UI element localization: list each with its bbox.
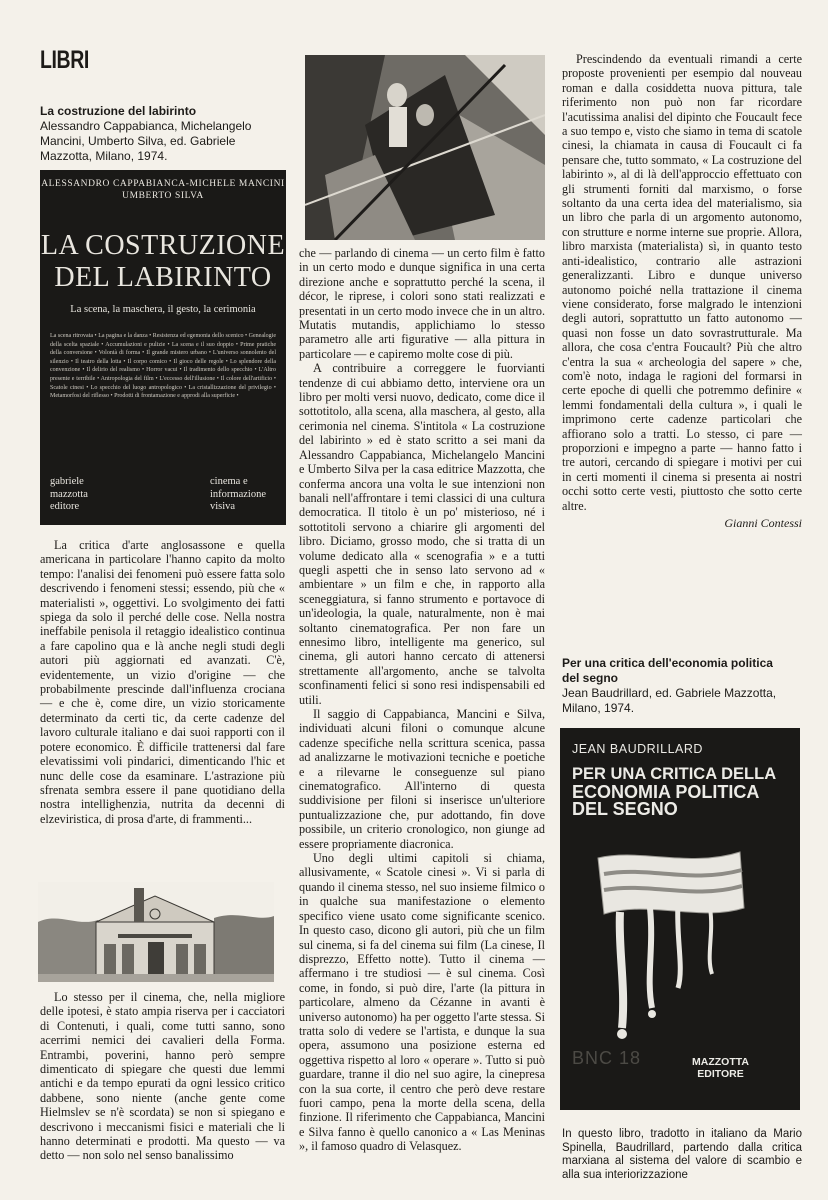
review-meta: Jean Baudrillard, ed. Gabriele Mazzotta, Milano, 1974. xyxy=(562,686,777,715)
cover-publisher-line: MAZZOTTA xyxy=(692,1056,749,1068)
cover-title xyxy=(572,766,792,819)
cover-topics: La scena ritrovata • La pagina e la danza • Resistenza ed egemonia dello scenico • Genealogie della scelta spaziale • Accumulazioni e pulizie • La scena e il suo doppio • Prime pratiche della conversione • Volontà di forma • Il grande mistero urbano • L'universo sonnolento del silenzio • Il teatro della lotta • Il corpo comico • Il gioco delle regole • Lo splendore della convenzione • Il delirio del realismo • Horror vacui • Il tradimento dello specchio • L'Altro presente e terribile • Antropologia del film • L'eccesso dell'illusione • Il colore dell'artificio • Scatole cinesi • Lo specchio del luogo antropologico • La cristallizzazione del privilegio • Metamorfosi del riflesso • Prodotti di frontamazione e approdi alla superficie • xyxy=(50,333,276,400)
cover-publisher-line: mazzotta xyxy=(50,488,88,500)
cover-title-line: LA COSTRUZIONE xyxy=(40,230,286,261)
paragraph: Il saggio di Cappabianca, Mancini e Silva, individuati alcuni filoni o comunque alcune cadenze specifiche nella scrittura scenica, passa ad analizzarne le motivazioni tecniche e poetiche e a rilevarne le conseguenze sul piano cinematografico. All'interno di questa suddivisione per filoni si inserisce un'ulteriore puntualizzazione che, pur adottando, fin dove possibile, un criterio cronologico, non giunge ad essere propriamente diacronica. xyxy=(299,707,545,851)
review-title: La costruzione del labirinto xyxy=(40,104,197,118)
flag-illustration xyxy=(560,838,800,1048)
cover-authors-line: UMBERTO SILVA xyxy=(122,191,204,201)
signature: Gianni Contessi xyxy=(724,516,802,530)
column-1-text-bottom xyxy=(40,990,285,1163)
cover-title-line: DEL LABIRINTO xyxy=(54,262,272,293)
cover-collection-line: informazione xyxy=(210,488,266,500)
cover-publisher xyxy=(692,1056,749,1080)
cover-publisher-line: EDITORE xyxy=(697,1068,744,1080)
cover-collection-line: visiva xyxy=(210,501,236,512)
cover-subtitle: La scena, la maschera, il gesto, la cerimonia xyxy=(70,304,256,315)
column-1-text-top xyxy=(40,538,285,826)
review-meta: Alessandro Cappabianca, Michelangelo Mancini, Umberto Silva, ed. Gabriele Mazzotta, Milano, 1974. xyxy=(40,119,252,163)
book-cover-labirinto xyxy=(40,170,286,525)
cover-publisher-line: gabriele xyxy=(50,476,84,487)
cover-title-line: PER UNA CRITICA DELLA xyxy=(572,765,777,783)
cover-collection-line: cinema e xyxy=(210,476,248,487)
review-title-line: Per una critica dell'economia politica xyxy=(562,656,773,670)
book-cover-baudrillard xyxy=(560,728,800,1110)
section-heading: LIBRI xyxy=(40,46,89,74)
paragraph: che — parlando di cinema — un certo film è fatto in un certo modo e dunque significa in una certa direzione anche e soprattutto perché la scena, il décor, le riprese, i colori sono stati realizzati e presentati in un certo modo invece che in un altro. Mutatis mutandis, applichiamo lo stesso parametro alle arti figurative — alla pittura in particolare — e capiremo molte cose di più. xyxy=(299,246,545,361)
cover-collection xyxy=(210,476,266,514)
review-2-body: In questo libro, tradotto in italiano da Mario Spinella, Baudrillard, partendo dalla critica marxiana al sistema del valore di scambio e alla sua interiorizzazione xyxy=(562,1128,802,1181)
paragraph: Prescindendo da eventuali rimandi a certe proposte provenienti per esempio dal nouveau roman e dalla cosiddetta nuova pittura, tale riferimento non può non far ricordare l'acutissima analisi del dipinto che Foucault fece a suo tempo e, visto che siamo in tema di scatole cinesi, la chiamata in causa di Foucault ci fa pensare che, tutto sommato, « La costruzione del labirinto », al di là dell'approccio effettuato con gli strumenti forniti dal marxismo, o forse soltanto da una certa idea del materialismo, sia un libro che parla di un argomento autonomo, con strutture e norme interne sue proprie. Allora, libro marxista (materialista) sì, in quanto testo anti-idealistico, contrario alle astrazioni generalizzanti. Libro e dunque universo autonomo poiché nella trattazione il cinema viene considerato, forse malgrado le intenzioni degli autori, soprattutto un fatto autonomo — quasi non fosse un dato sovrastrutturale. Ma allora, che cosa c'entra Foucault? Più che altro c'entra la sua « archeologia del sapere » che, com'è noto, indaga le ragioni del formarsi in certe epoche di quelli che potremmo definire « lemmi fondamentali della cultura », i quali le imprimono certe cadenze particolari che affiorano solo a tratti. Lo stesso, ci pare — proporzioni e impegno a parte — hanno fatto i tre autori, cercando di spiegare i motivi per cui in certi momenti il cinema si presenta ai nostri occhi sotto certe vesti, piuttosto che sotto certe altre. xyxy=(562,52,802,513)
cover-publisher xyxy=(50,476,88,514)
paragraph: Lo stesso per il cinema, che, nella migliore delle ipotesi, è stato ampia riserva per i cacciatori di Contenuti, i quali, come tutti sanno, sono acerrimi nemici dei cavalieri della Forma. Entrambi, poverini, hanno però sempre dimenticato di spiegare che questi due lemmi antichi e da tempo epurati da ogni lessico critico dabbene, sono niente (anche gente come Hielmslev se n'è scordata) se non si spiegano e descrivono i meccanismi fisici e materiali che li hanno determinati e prodotti. Ma questo — va detto — non solo nel senso banalissimo xyxy=(40,990,285,1163)
cover-authors-line: ALESSANDRO CAPPABIANCA-MICHELE MANCINI xyxy=(41,179,285,189)
review-header xyxy=(40,104,290,164)
column-3-text xyxy=(562,52,802,513)
review-header xyxy=(562,656,802,716)
paragraph: Uno degli ultimi capitoli si chiama, allusivamente, « Scatole cinesi ». Vi si parla di quando il cinema stesso, nel suo insieme filmico o in qualche sua manifestazione o elemento specifico viene usato come significante scenico. In questo caso, dicono gli autori, più che un film sul cinema, si fa del cinema sui film (La cinese, Il disprezzo, Effetto notte). Tutto il cinema — affermano i tre studiosi — è sul cinema. Così come, in fondo, si può dire, l'arte (la pittura in particolare, almeno da Cézanne in avanti è universo autonomo) ha per oggetto l'arte stessa. Si tratta solo di vedere se l'artista, e dunque la sua opera, assumono una posizione esterna ed oggettiva rispetto al loro « operare ». Tutto si può guardare, tranne il dio nel suo agire, la cinepresa con la sua corte, il centro che però deve restare fuori campo, pena la morte della scena, della finzione. Il riferimento che Cappabianca, Mancini e Silva fanno è quello canonico a « Las Meninas », il famoso quadro di Velasquez. xyxy=(299,851,545,1154)
cover-title xyxy=(40,230,286,294)
church-photo xyxy=(38,882,274,982)
paragraph: La critica d'arte anglosassone e quella americana in particolare l'hanno capito da molto tempo: l'analisi dei fenomeni può essere fatta solo descrivendo i fenomeni stessi; essendo, più che « materialisti », oggettivi. Lo svolgimento dei fatti spiega da solo il perché delle cose. Nella nostra ineffabile penisola il retaggio idealistico continua a fare capolino qua e là anche negli studi degli autori più aggiornati ed avanzati. C'è, evidentemente, un vizio d'origine — che probabilmente prescinde dall'influenza crociana — e che è, come dire, un vizio storicamente determinato da certi tic, da certe cadenze del lavoro culturale italiano e dai suoi rapporti con il potere economico. È difficile trattenersi dal fare elevatissimi voli pindarici, dimenticando l'hic et nunc delle cose da esaminare. L'astrazione più sfrenata sembra essere il pane quotidiano della nostra intellighenzia, nutrita da decenni di elzeviristica, di prosa d'arte, di frammenti... xyxy=(40,538,285,826)
cover-title-line: DEL SEGNO xyxy=(572,799,678,819)
cover-publisher-line: editore xyxy=(50,501,80,512)
series-number: BNC 18 xyxy=(572,1048,642,1068)
cover-title-line: ECONOMIA POLITICA xyxy=(572,781,760,802)
column-2-text xyxy=(299,246,545,1154)
film-still-photo xyxy=(305,55,545,240)
review-title-line: del segno xyxy=(562,671,619,685)
cover-author: JEAN BAUDRILLARD xyxy=(572,742,703,756)
cover-authors xyxy=(40,178,286,202)
paragraph: A contribuire a correggere le fuorvianti tendenze di cui abbiamo detto, interviene ora un libro per molti versi nuovo, dedicato, come dice il sottotitolo, alla scena, alla maschera, al gesto, alla cerimonia nel cinema. S'intitola « La costruzione del labirinto » ed è stato scritto a sei mani da Alessandro Cappabianca, Michelangelo Mancini e Umberto Silva per la casa editrice Mazzotta, che conferma ancora una volta le sue intenzioni non banali nell'affrontare i temi classici di una cultura democratica. Il titolo è un po' misterioso, né i sottotitoli servono a chiarire gli argomenti del libro. Diciamo, grosso modo, che si tratta di un volume dedicato alla « scenografia » e a tutti quegli aspetti che in senso lato servono ad « ambientare » un film e che, in rapporto alla sceneggiatura, si fanno strumento e portavoce di un'ideologia, la quale, naturalmente, non è mai soltanto cinematografica. Per non fare un ennesimo libro, intelligente ma generico, sul cinema, gli autori hanno cercato di attenersi strettamente all'argomento, anche se talvolta sconfinamenti felici si sono resi indispensabili ed utili. xyxy=(299,361,545,707)
